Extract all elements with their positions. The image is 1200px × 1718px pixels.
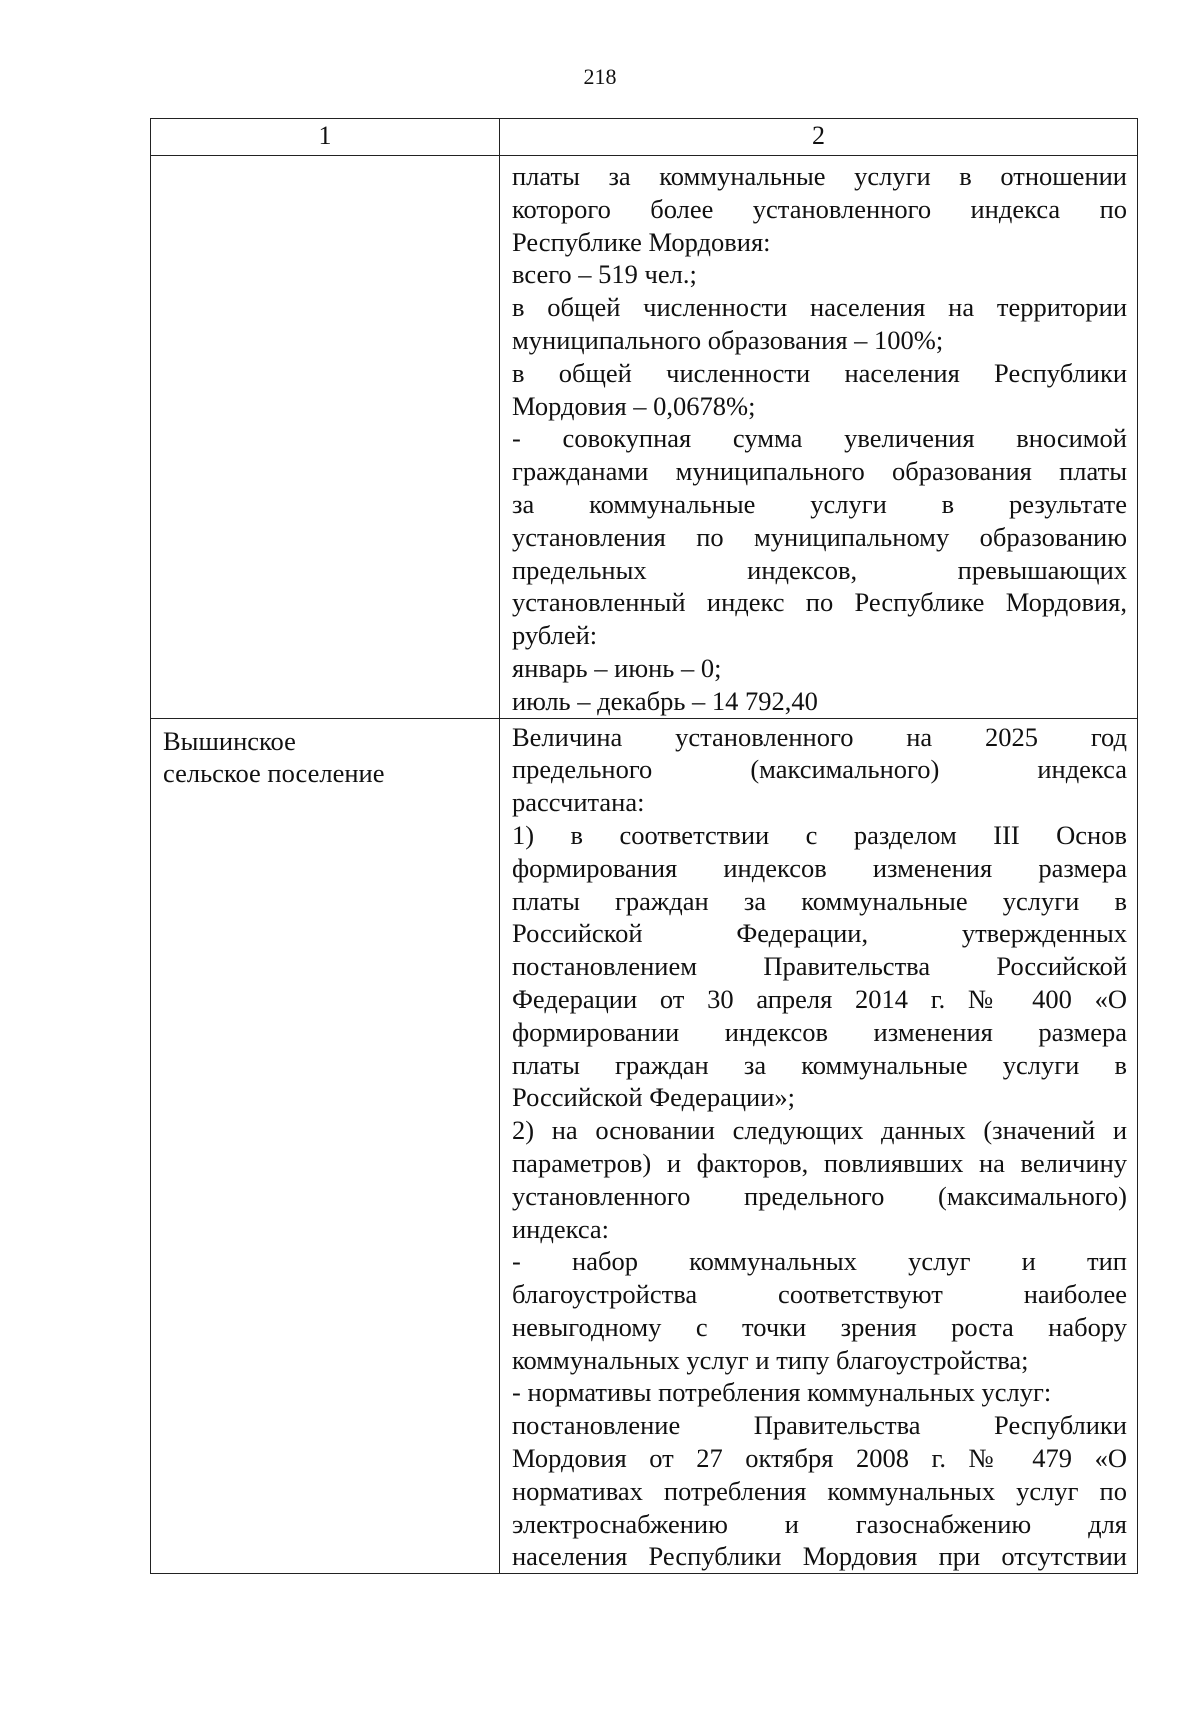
description-text-line: за коммунальные услуги в результате	[512, 488, 1127, 519]
description-text-line: предельного (максимального) индекса	[512, 754, 1127, 785]
description-text-line: Российской Федерации, утвержденных	[512, 918, 1127, 949]
description-text-line: рублей:	[512, 620, 598, 651]
description-text-line: платы граждан за коммунальные услуги в	[512, 1049, 1127, 1080]
description-text-line: июль – декабрь – 14 792,40	[512, 685, 818, 716]
description-text-line: платы граждан за коммунальные услуги в	[512, 885, 1127, 916]
description-text-line: коммунальных услуг и типу благоустройства;	[512, 1344, 1029, 1375]
description-text-line: январь – июнь – 0;	[512, 652, 722, 683]
description-text-line: населения Республики Мордовия при отсутствии	[512, 1541, 1127, 1572]
description-text-line: - совокупная сумма увеличения вносимой	[512, 423, 1127, 454]
description-text-line: параметров) и факторов, повлиявших на величину	[512, 1147, 1127, 1178]
description-text-line: в общей численности населения Республики	[512, 357, 1127, 388]
description-text-line: формирования индексов изменения размера	[512, 852, 1127, 883]
description-text-line: - нормативы потребления коммунальных услуг:	[512, 1377, 1052, 1408]
description-text-line: которого более установленного индекса по	[512, 193, 1127, 224]
description-cell	[500, 718, 1138, 1574]
description-text-line: невыгодному с точки зрения роста набору	[512, 1311, 1127, 1342]
description-text-line: предельных индексов, превышающих	[512, 554, 1127, 585]
description-text-line: всего – 519 чел.;	[512, 259, 697, 290]
table-header-row	[151, 119, 1138, 156]
description-text-line: Величина установленного на 2025 год	[512, 721, 1127, 752]
municipality-cell	[151, 156, 500, 719]
description-text-line: Российской Федерации»;	[512, 1082, 795, 1113]
description-text-line: электроснабжению и газоснабжению для	[512, 1508, 1127, 1539]
description-text-line: установленный индекс по Республике Мордовия,	[512, 587, 1127, 618]
description-text-line: Республике Мордовия:	[512, 226, 771, 257]
column-header-2: 2	[500, 119, 1138, 156]
description-text-line: нормативах потребления коммунальных услуг по	[512, 1475, 1127, 1506]
description-text-line: формировании индексов изменения размера	[512, 1016, 1127, 1047]
municipality-name-line: Вышинское	[163, 725, 296, 756]
description-text-line: благоустройства соответствуют наиболее	[512, 1279, 1127, 1310]
description-text-line: Мордовия – 0,0678%;	[512, 390, 756, 421]
description-text-line: гражданами муниципального образования платы	[512, 456, 1127, 487]
description-text-line: установления по муниципальному образованию	[512, 521, 1127, 552]
description-text-line: постановление Правительства Республики	[512, 1410, 1127, 1441]
description-text-line: Федерации от 30 апреля 2014 г. № 400 «О	[512, 983, 1127, 1014]
description-text-line: 2) на основании следующих данных (значений и	[512, 1115, 1127, 1146]
municipality-cell	[151, 718, 500, 1574]
table-row	[151, 718, 1138, 1574]
column-header-1: 1	[151, 119, 500, 156]
description-text-line: муниципального образования – 100%;	[512, 324, 944, 355]
description-text-line: платы за коммунальные услуги в отношении	[512, 161, 1127, 191]
description-text-line: установленного предельного (максимального)	[512, 1180, 1127, 1211]
description-text-line: Мордовия от 27 октября 2008 г. № 479 «О	[512, 1443, 1127, 1474]
description-text-line: - набор коммунальных услуг и тип	[512, 1246, 1127, 1277]
description-text-line: индекса:	[512, 1213, 610, 1244]
description-cell	[500, 156, 1138, 719]
description-text-line: постановлением Правительства Российской	[512, 951, 1127, 982]
document-table	[150, 118, 1138, 1574]
description-text-line: 1) в соответствии с разделом III Основ	[512, 819, 1127, 850]
table-row	[151, 156, 1138, 719]
municipality-name-line: сельское поселение	[163, 758, 385, 789]
description-text-line: в общей численности населения на территории	[512, 292, 1127, 323]
description-text-line: рассчитана:	[512, 787, 645, 818]
page-number: 218	[583, 64, 617, 89]
